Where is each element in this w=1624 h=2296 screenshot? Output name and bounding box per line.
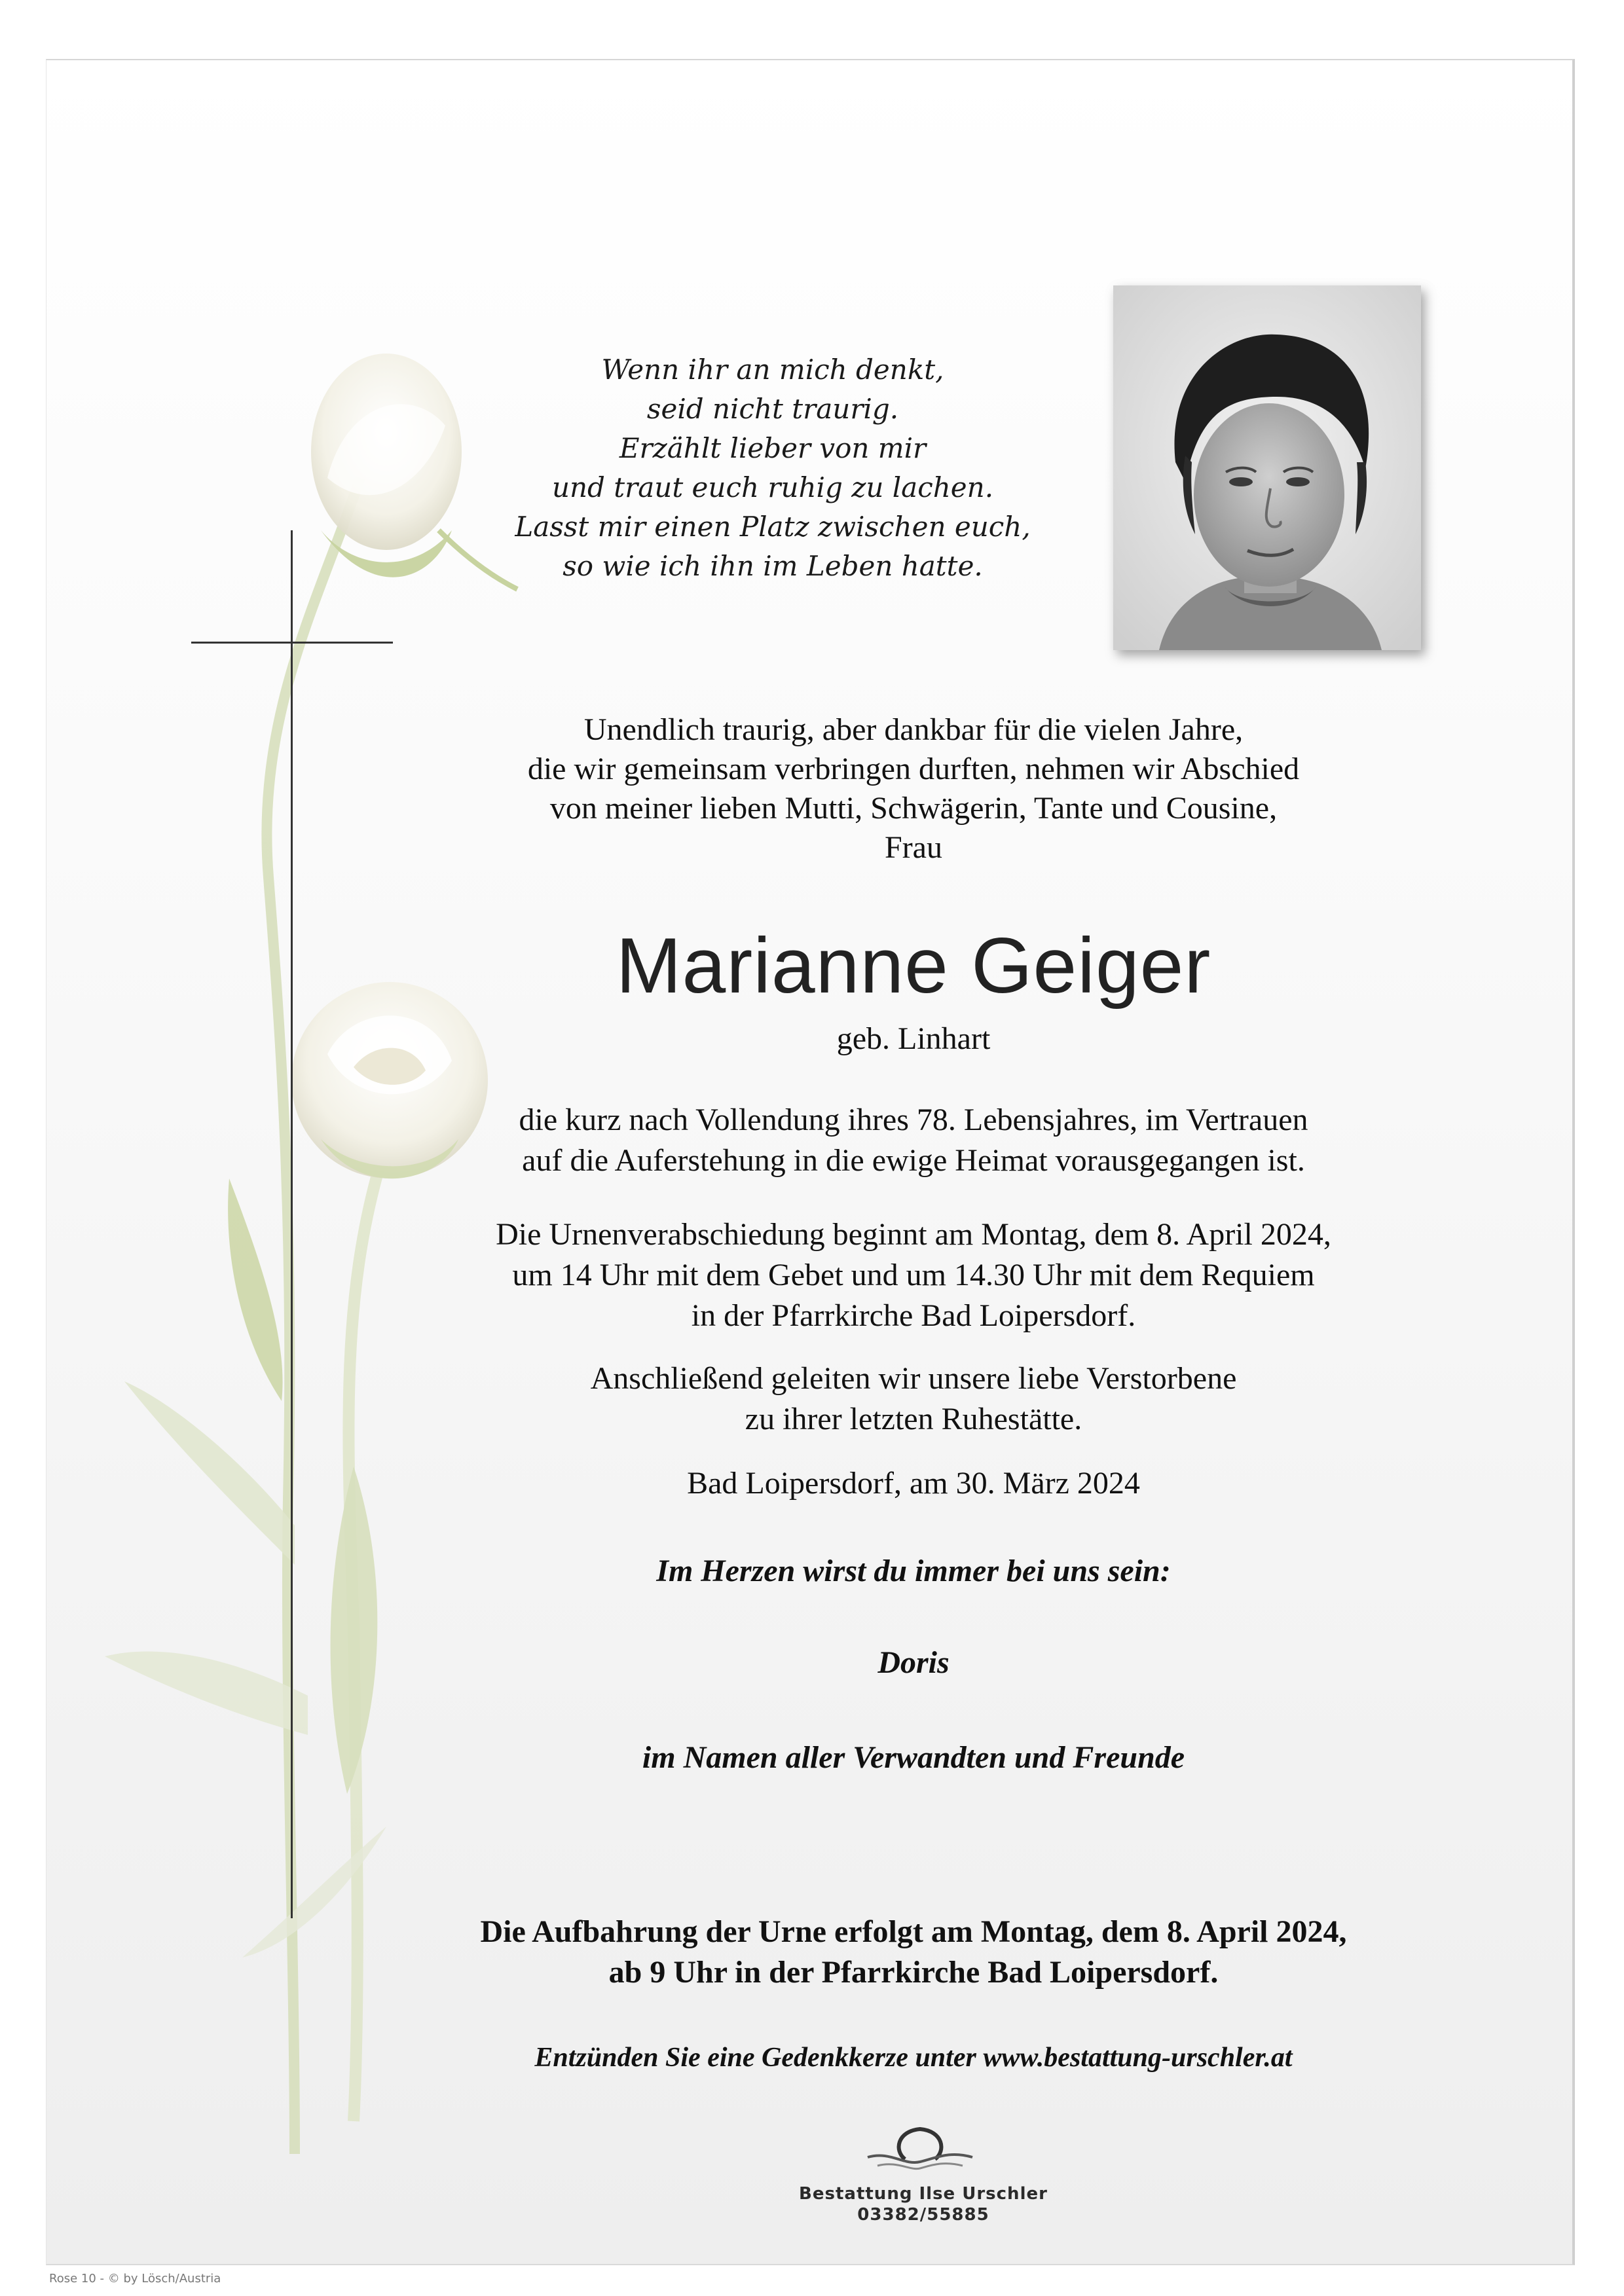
deceased-name: Marianne Geiger bbox=[616, 922, 1211, 1010]
funeral-home-phone: 03382/55885 bbox=[857, 2205, 989, 2225]
funeral-home-info bbox=[753, 2183, 1094, 2225]
hearts-line: Im Herzen wirst du immer bei uns sein: bbox=[656, 1554, 1171, 1588]
burial-line: zu ihrer letzten Ruhestätte. bbox=[745, 1402, 1082, 1436]
poem-line: Erzählt lieber von mir bbox=[619, 432, 927, 464]
intro-text bbox=[445, 710, 1382, 867]
intro-line: von meiner lieben Mutti, Schwägerin, Tante und Cousine, bbox=[549, 791, 1278, 826]
portrait-image bbox=[1113, 285, 1421, 650]
service-text bbox=[445, 1214, 1382, 1336]
passing-line: die kurz nach Vollendung ihres 78. Lebensjahres, im Vertrauen bbox=[519, 1102, 1308, 1137]
relatives-line: im Namen aller Verwandten und Freunde bbox=[642, 1740, 1185, 1775]
funeral-home-name: Bestattung Ilse Urschler bbox=[799, 2184, 1048, 2204]
passing-text bbox=[445, 1100, 1382, 1181]
memorial-poem bbox=[445, 350, 1100, 586]
burial-text bbox=[445, 1358, 1382, 1440]
passing-line: auf die Auferstehung in die ewige Heimat vorausgegangen ist. bbox=[522, 1143, 1305, 1178]
maiden-name: geb. Linhart bbox=[836, 1021, 991, 1056]
viewing-line: Die Aufbahrung der Urne erfolgt am Montag, dem 8. April 2024, bbox=[480, 1914, 1347, 1949]
memorial-candle-line: Entzünden Sie eine Gedenkkerze unter www.bestattung-urschler.at bbox=[534, 2043, 1293, 2073]
poem-line: seid nicht traurig. bbox=[646, 393, 899, 425]
mourner-name: Doris bbox=[877, 1645, 950, 1680]
viewing-line: ab 9 Uhr in der Pfarrkirche Bad Loipersdorf. bbox=[608, 1955, 1219, 1990]
funeral-home-logo-icon bbox=[864, 2121, 976, 2174]
service-line: in der Pfarrkirche Bad Loipersdorf. bbox=[691, 1298, 1136, 1333]
intro-line: Frau bbox=[885, 830, 942, 865]
copyright-note: Rose 10 - © by Lösch/Austria bbox=[49, 2272, 221, 2286]
poem-line: Wenn ihr an mich denkt, bbox=[601, 354, 944, 386]
cross-horizontal-bar bbox=[191, 642, 393, 644]
burial-line: Anschließend geleiten wir unsere liebe Verstorbene bbox=[590, 1361, 1237, 1396]
cross-vertical-bar bbox=[291, 530, 293, 1918]
poem-line: Lasst mir einen Platz zwischen euch, bbox=[515, 511, 1031, 543]
poem-line: so wie ich ihn im Leben hatte. bbox=[563, 550, 983, 582]
service-line: um 14 Uhr mit dem Gebet und um 14.30 Uhr mit dem Requiem bbox=[512, 1258, 1315, 1292]
intro-line: Unendlich traurig, aber dankbar für die vielen Jahre, bbox=[583, 712, 1244, 747]
viewing-text bbox=[445, 1912, 1382, 1993]
intro-line: die wir gemeinsam verbringen durften, nehmen wir Abschied bbox=[527, 752, 1300, 786]
place-and-date: Bad Loipersdorf, am 30. März 2024 bbox=[687, 1466, 1140, 1501]
service-line: Die Urnenverabschiedung beginnt am Montag, dem 8. April 2024, bbox=[496, 1217, 1331, 1252]
portrait-photo bbox=[1113, 285, 1421, 650]
poem-line: und traut euch ruhig zu lachen. bbox=[551, 471, 994, 503]
